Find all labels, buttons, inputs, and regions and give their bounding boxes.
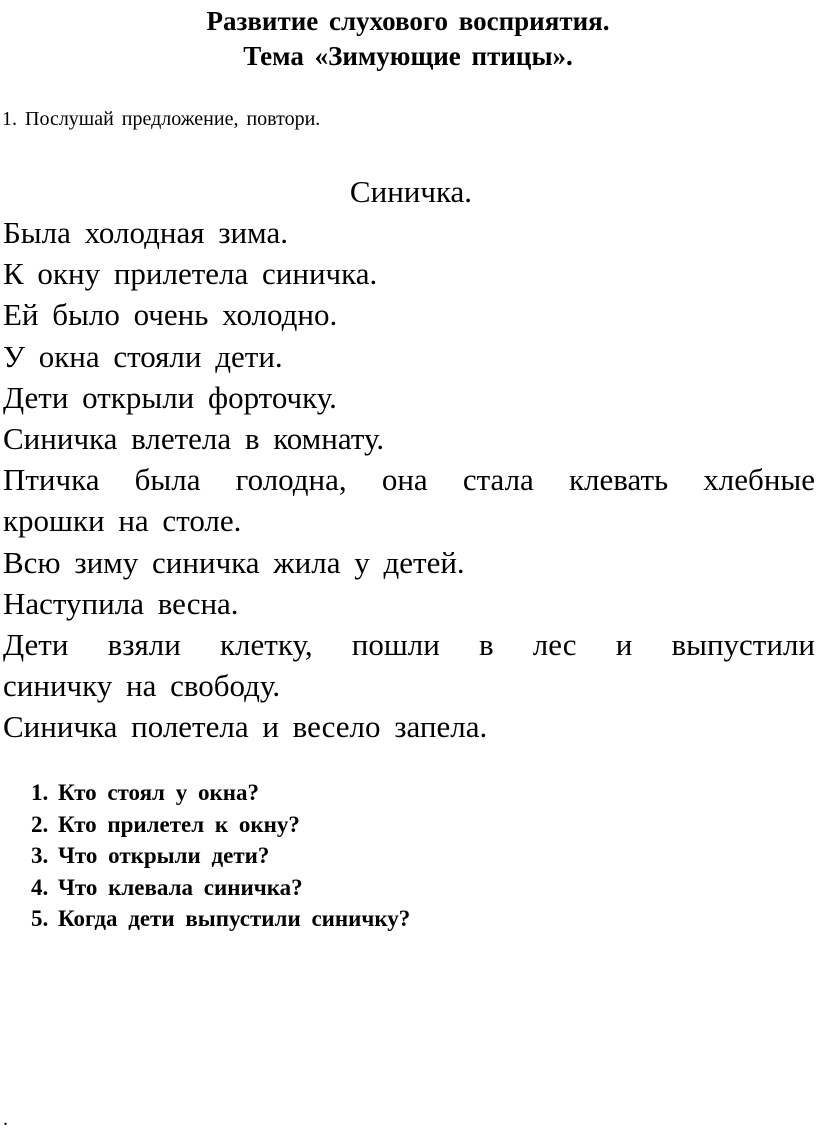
question-number: 1. <box>31 780 49 805</box>
story-line: Птичка была голодна, она стала клевать хлебные <box>3 462 815 498</box>
question-item <box>31 777 410 809</box>
question-text: Что клевала синичка? <box>58 874 303 900</box>
story-title: Синичка. <box>349 174 473 209</box>
story-line: Была холодная зима. <box>3 215 288 250</box>
question-text: Что открыли дети? <box>58 843 270 868</box>
question-number: 2. <box>31 811 49 837</box>
story-line: К окну прилетела синичка. <box>3 256 378 292</box>
story-line: синичку на свободу. <box>3 668 281 704</box>
question-item <box>31 903 410 935</box>
footer-mark: . <box>3 1108 8 1130</box>
question-text: Кто стоял у окна? <box>58 780 259 805</box>
question-item <box>31 840 410 872</box>
story-line: Дети взяли клетку, пошли в лес и выпустили <box>3 627 815 663</box>
question-number: 3. <box>31 843 49 868</box>
story-line: Синичка влетела в комнату. <box>3 421 385 457</box>
story-text <box>3 212 815 748</box>
question-text: Когда дети выпустили синичку? <box>58 906 411 931</box>
story-line: крошки на столе. <box>3 503 242 539</box>
question-text: Кто прилетел к окну? <box>58 811 300 837</box>
page-title-line-2: Тема «Зимующие птицы». <box>243 41 573 71</box>
task-instruction: 1. Послушай предложение, повтори. <box>2 108 321 130</box>
story-line: У окна стояли дети. <box>3 338 283 374</box>
story-line: Наступила весна. <box>3 585 239 621</box>
question-list <box>31 777 410 935</box>
story-line: Синичка полетела и весело запела. <box>3 709 488 745</box>
question-item <box>31 809 410 841</box>
question-number: 5. <box>31 906 49 931</box>
story-line: Дети открыли форточку. <box>3 379 337 415</box>
page-title-line-1: Развитие слухового восприятия. <box>206 6 610 36</box>
story-line: Всю зиму синичка жила у детей. <box>3 544 465 580</box>
question-number: 4. <box>31 874 49 900</box>
story-line: Ей было очень холодно. <box>3 297 338 333</box>
question-item <box>31 872 410 904</box>
